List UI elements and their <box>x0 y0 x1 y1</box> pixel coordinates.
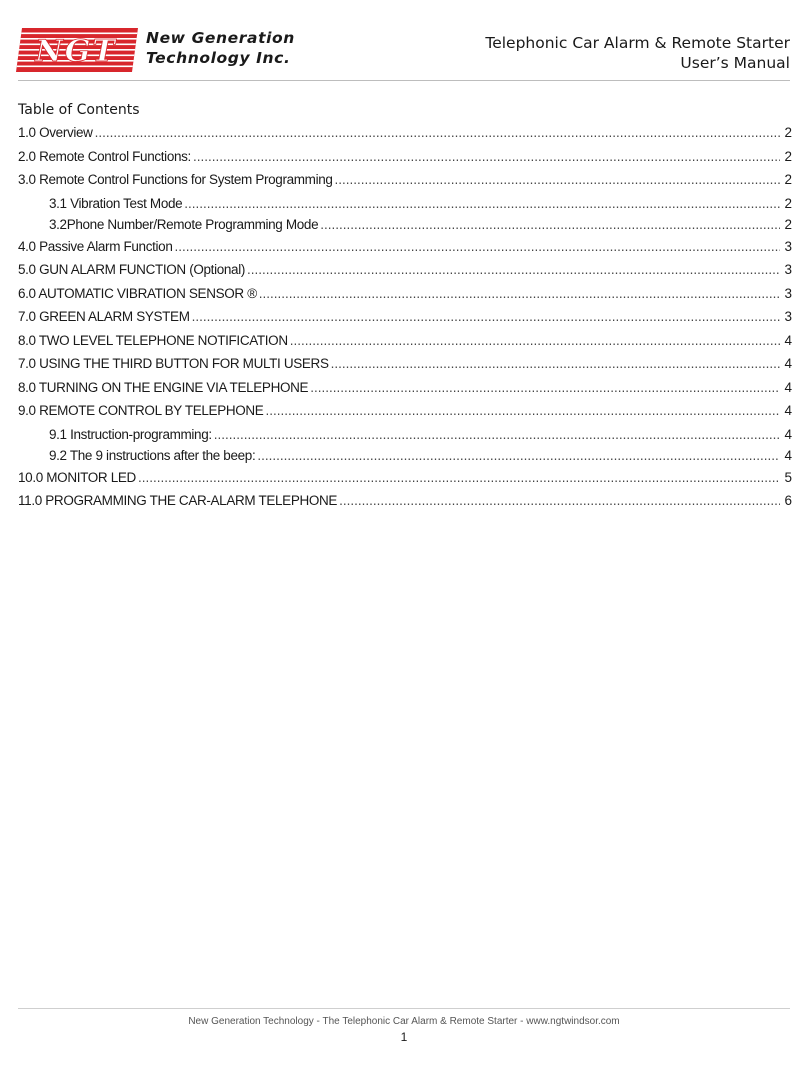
toc-dot-leader <box>331 355 781 373</box>
document-title <box>485 33 790 73</box>
toc-dot-leader <box>257 447 780 465</box>
toc-entry-page: 4 <box>784 356 792 371</box>
toc-entry-page: 4 <box>784 448 792 463</box>
toc-entry[interactable] <box>18 261 792 285</box>
toc-dot-leader <box>95 124 781 142</box>
toc-entry[interactable] <box>18 148 792 172</box>
toc-entry[interactable] <box>18 447 792 469</box>
toc-entry-title: 3.1 Vibration Test Mode <box>49 195 183 211</box>
toc-dot-leader <box>174 238 780 256</box>
toc-entry-title: 8.0 TURNING ON THE ENGINE VIA TELEPHONE <box>18 379 309 395</box>
toc-entry-page: 3 <box>784 262 792 277</box>
toc-entry[interactable] <box>18 171 792 195</box>
toc-entry-page: 2 <box>784 148 792 164</box>
toc-entry-page: 4 <box>784 403 792 418</box>
toc-entry-title: 1.0 Overview <box>18 125 93 140</box>
toc-dot-leader <box>310 379 780 397</box>
toc-entry-page: 3 <box>784 309 792 324</box>
company-name-line-2: Technology Inc. <box>146 49 291 67</box>
page-number: 1 <box>400 1030 408 1044</box>
header-divider <box>18 80 790 81</box>
toc-entry-title: 10.0 MONITOR LED <box>18 469 136 485</box>
logo-mark-text: NGT <box>35 34 117 69</box>
toc-dot-leader <box>214 426 781 444</box>
toc-entry-page: 3 <box>784 238 792 254</box>
document-title-line-1: Telephonic Car Alarm & Remote Starter <box>485 34 790 52</box>
toc-dot-leader <box>290 332 781 350</box>
toc-heading: Table of Contents <box>18 102 140 118</box>
toc-entry-page: 6 <box>784 493 792 508</box>
toc-entry-page: 2 <box>784 172 792 187</box>
toc-dot-leader <box>247 261 780 279</box>
toc-entry-title: 7.0 USING THE THIRD BUTTON FOR MULTI USERS <box>18 356 329 371</box>
toc-dot-leader <box>265 402 780 420</box>
toc-entry[interactable] <box>18 379 792 403</box>
toc-entry[interactable] <box>18 492 792 516</box>
toc-entry[interactable] <box>18 216 792 238</box>
toc-entry-title: 4.0 Passive Alarm Function <box>18 238 173 254</box>
table-of-contents <box>18 124 792 516</box>
toc-entry-title: 9.2 The 9 instructions after the beep: <box>49 448 256 463</box>
toc-entry-page: 3 <box>784 285 792 301</box>
toc-entry[interactable] <box>18 124 792 148</box>
toc-entry[interactable] <box>18 238 792 262</box>
company-logo <box>16 28 316 72</box>
toc-entry-title: 3.2Phone Number/Remote Programming Mode <box>49 217 319 232</box>
toc-entry-page: 4 <box>784 332 792 348</box>
toc-dot-leader <box>192 308 781 326</box>
toc-entry-title: 6.0 AUTOMATIC VIBRATION SENSOR ® <box>18 285 257 301</box>
toc-dot-leader <box>320 216 780 234</box>
toc-entry[interactable] <box>18 355 792 379</box>
toc-entry[interactable] <box>18 402 792 426</box>
toc-dot-leader <box>138 469 781 487</box>
toc-entry[interactable] <box>18 195 792 217</box>
footer-text: New Generation Technology - The Telephonic Car Alarm & Remote Starter - www.ngtwindsor.com <box>188 1016 620 1027</box>
toc-entry[interactable] <box>18 308 792 332</box>
document-title-line-2: User’s Manual <box>680 54 790 72</box>
toc-dot-leader <box>184 195 780 213</box>
toc-entry-page: 4 <box>784 379 792 395</box>
toc-entry[interactable] <box>18 332 792 356</box>
toc-entry-page: 5 <box>784 469 792 485</box>
toc-entry-page: 4 <box>784 426 792 442</box>
page-header <box>0 0 808 82</box>
toc-entry-title: 8.0 TWO LEVEL TELEPHONE NOTIFICATION <box>18 332 288 348</box>
toc-entry-title: 3.0 Remote Control Functions for System Programming <box>18 172 333 187</box>
toc-entry[interactable] <box>18 469 792 493</box>
toc-entry-title: 9.0 REMOTE CONTROL BY TELEPHONE <box>18 403 264 418</box>
toc-dot-leader <box>259 285 781 303</box>
toc-entry[interactable] <box>18 426 792 448</box>
toc-entry-page: 2 <box>784 217 792 232</box>
toc-entry-title: 5.0 GUN ALARM FUNCTION (Optional) <box>18 262 246 277</box>
toc-entry-title: 9.1 Instruction-programming: <box>49 426 212 442</box>
toc-entry-page: 2 <box>784 195 792 211</box>
toc-entry-title: 7.0 GREEN ALARM SYSTEM <box>18 309 190 324</box>
toc-dot-leader <box>339 492 780 510</box>
toc-entry-title: 11.0 PROGRAMMING THE CAR-ALARM TELEPHONE <box>18 493 338 508</box>
toc-dot-leader <box>193 148 781 166</box>
company-name <box>146 28 295 68</box>
company-name-line-1: New Generation <box>146 29 295 47</box>
toc-entry-title: 2.0 Remote Control Functions: <box>18 148 191 164</box>
footer-divider <box>18 1008 790 1009</box>
toc-entry-page: 2 <box>784 125 792 140</box>
toc-dot-leader <box>335 171 781 189</box>
toc-entry[interactable] <box>18 285 792 309</box>
ngt-logo-mark <box>16 28 138 72</box>
